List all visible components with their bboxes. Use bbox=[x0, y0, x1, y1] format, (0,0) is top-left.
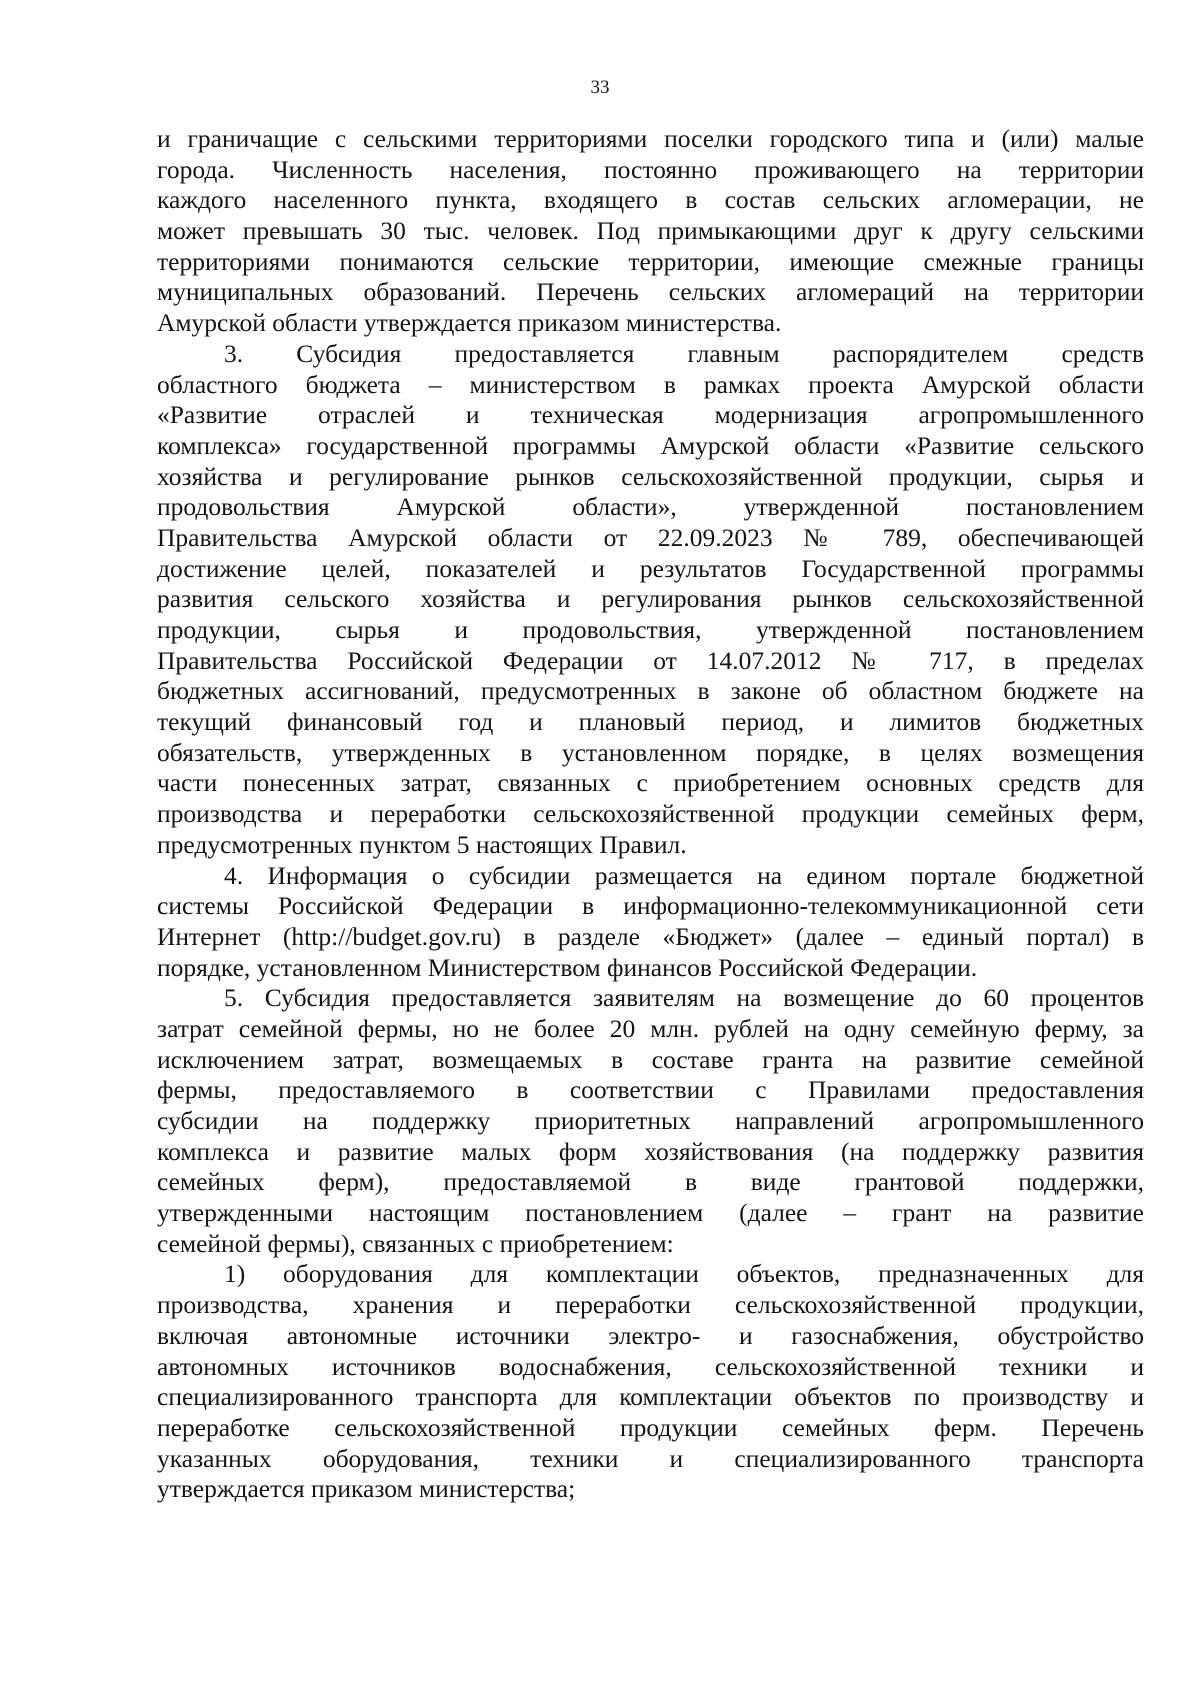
text-line: производства, хранения и переработки сельскохозяйственной продукции, bbox=[157, 1290, 1144, 1320]
text-line: фермы, предоставляемого в соответствии с Правилами предоставления bbox=[157, 1075, 1144, 1105]
text-line: системы Российской Федерации в информационно-телекоммуникационной сети bbox=[157, 891, 1144, 921]
text-line: производства и переработки сельскохозяйственной продукции семейных ферм, bbox=[157, 799, 1144, 829]
text-line: семейных ферм), предоставляемой в виде грантовой поддержки, bbox=[157, 1167, 1144, 1197]
paragraph-subitem-1 bbox=[157, 1259, 1144, 1505]
text-line: Правительства Амурской области от 22.09.2023 № 789, обеспечивающей bbox=[157, 522, 1144, 552]
page-number: 33 bbox=[590, 77, 610, 98]
text-line: включая автономные источники электро- и газоснабжения, обустройство bbox=[157, 1320, 1144, 1350]
text-line: автономных источников водоснабжения, сельскохозяйственной техники и bbox=[157, 1351, 1144, 1381]
text-line: муниципальных образований. Перечень сельских агломераций на территории bbox=[157, 277, 1144, 307]
text-line: субсидии на поддержку приоритетных направлений агропромышленного bbox=[157, 1106, 1144, 1135]
text-line: «Развитие отраслей и техническая модернизация агропромышленного bbox=[157, 400, 1144, 430]
text-line: предусмотренных пунктом 5 настоящих Правил. bbox=[157, 829, 687, 859]
text-line: может превышать 30 тыс. человек. Под примыкающими друг к другу сельскими bbox=[157, 216, 1144, 246]
paragraph-item-4 bbox=[157, 861, 1144, 984]
text-line: 4. Информация о субсидии размещается на едином портале бюджетной bbox=[224, 860, 1144, 890]
text-line: затрат семейной фермы, но не более 20 млн. рублей на одну семейную ферму, за bbox=[157, 1013, 1144, 1043]
text-line: Правительства Российской Федерации от 14.07.2012 № 717, в пределах bbox=[157, 645, 1144, 675]
text-line: комплекса и развитие малых форм хозяйствования (на поддержку развития bbox=[157, 1136, 1144, 1166]
text-line: и граничащие с сельскими территориями поселки городского типа и (или) малые bbox=[157, 124, 1144, 153]
text-line: достижение целей, показателей и результатов Государственной программы bbox=[157, 553, 1144, 583]
text-line: специализированного транспорта для комплектации объектов по производству и bbox=[157, 1382, 1144, 1412]
text-line: 3. Субсидия предоставляется главным распорядителем средств bbox=[224, 338, 1144, 368]
text-line: областного бюджета – министерством в рамках проекта Амурской области bbox=[157, 369, 1144, 399]
text-line: комплекса» государственной программы Амурской области «Развитие сельского bbox=[157, 430, 1144, 460]
text-line: продукции, сырья и продовольствия, утвержденной постановлением bbox=[157, 615, 1144, 644]
text-line: бюджетных ассигнований, предусмотренных в законе об областном бюджете на bbox=[157, 676, 1144, 706]
text-line: города. Численность населения, постоянно проживающего на территории bbox=[157, 154, 1144, 184]
paragraph-item-3 bbox=[157, 339, 1144, 861]
text-line: 1) оборудования для комплектации объектов, предназначенных для bbox=[224, 1259, 1144, 1289]
text-line: каждого населенного пункта, входящего в состав сельских агломерации, не bbox=[157, 185, 1144, 215]
text-line: утверждается приказом министерства; bbox=[157, 1474, 576, 1504]
text-line: обязательств, утвержденных в установленном порядке, в целях возмещения bbox=[157, 737, 1144, 767]
text-line: части понесенных затрат, связанных с приобретением основных средств для bbox=[157, 768, 1144, 798]
text-line: указанных оборудования, техники и специализированного транспорта bbox=[157, 1443, 1144, 1473]
text-line: хозяйства и регулирование рынков сельскохозяйственной продукции, сырья и bbox=[157, 461, 1144, 491]
text-line: переработке сельскохозяйственной продукции семейных ферм. Перечень bbox=[157, 1412, 1144, 1442]
text-line: Амурской области утверждается приказом министерства. bbox=[157, 308, 782, 338]
text-line: утвержденными настоящим постановлением (далее – грант на развитие bbox=[157, 1198, 1144, 1228]
paragraph-item-5 bbox=[157, 983, 1144, 1259]
text-line: текущий финансовый год и плановый период, и лимитов бюджетных bbox=[157, 707, 1144, 737]
text-line: продовольствия Амурской области», утвержденной постановлением bbox=[157, 492, 1144, 522]
text-line: исключением затрат, возмещаемых в составе гранта на развитие семейной bbox=[157, 1044, 1144, 1074]
paragraph-continuation bbox=[157, 124, 1144, 339]
document-body bbox=[157, 124, 1144, 1505]
text-line: Интернет (http://budget.gov.ru) в разделе «Бюджет» (далее – единый портал) в bbox=[157, 921, 1144, 951]
text-line: развития сельского хозяйства и регулирования рынков сельскохозяйственной bbox=[157, 584, 1144, 614]
text-line: семейной фермы), связанных с приобретением: bbox=[157, 1228, 674, 1258]
text-line: территориями понимаются сельские территории, имеющие смежные границы bbox=[157, 246, 1144, 276]
text-line: 5. Субсидия предоставляется заявителям на возмещение до 60 процентов bbox=[224, 983, 1144, 1013]
text-line: порядке, установленном Министерством финансов Российской Федерации. bbox=[157, 952, 978, 982]
